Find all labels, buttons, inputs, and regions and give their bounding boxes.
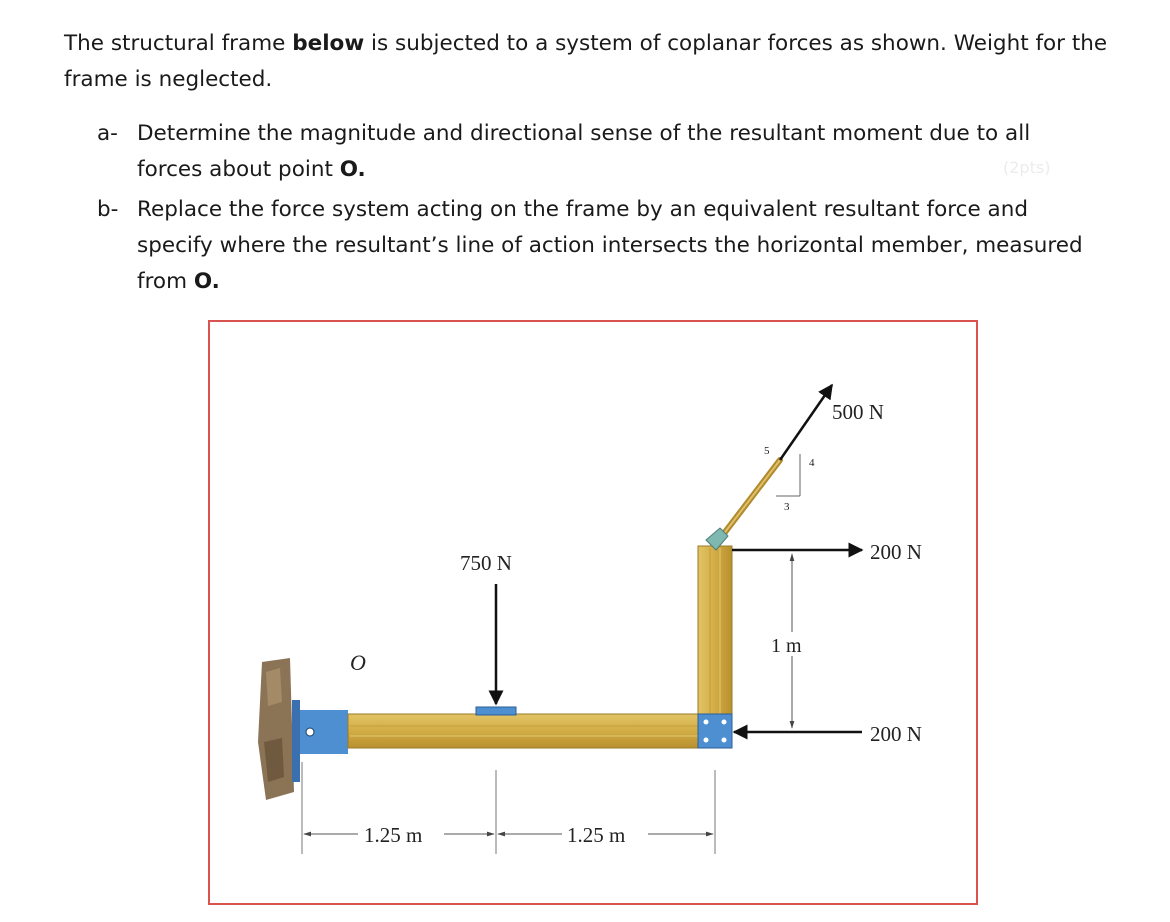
slope-label-5: 5 [764,445,770,457]
inclined-rod [706,460,780,550]
point-o-label: O [350,650,366,675]
question-b-marker: b- [97,197,119,222]
force-label-750n: 750 N [460,551,512,575]
question-a-text: Determine the magnitude and directional sense of the resultant moment due to all forces about point [137,121,1031,182]
question-a-point: O. [339,157,366,182]
question-b-text: Replace the force system acting on the frame by an equivalent resultant force and specify where the resultant’s line of action intersects the horizontal member, measured from [137,197,1083,294]
force-arrow-500n [780,385,832,460]
question-a-marker: a- [97,121,118,146]
corner-joint-plate [698,714,732,748]
slope-label-4: 4 [809,457,815,469]
horizontal-member [348,714,700,748]
problem-intro [64,26,1124,98]
points-note: (2pts) [1003,158,1051,177]
force-label-200n-lower: 200 N [870,722,922,746]
force-label-500n: 500 N [832,400,884,424]
wall-support [258,658,294,800]
force-label-200n-upper: 200 N [870,540,922,564]
question-b-point: O. [193,269,220,294]
intro-text-start: The structural frame [64,31,293,56]
intro-text-end: is subjected to a system of coplanar forces as shown. Weight for the frame is neglected. [64,31,1108,92]
frame-diagram [210,322,980,907]
dimension-label-right-span: 1.25 m [567,823,626,847]
dimension-label-left-span: 1.25 m [364,823,423,847]
support-bracket [292,700,348,782]
frame-figure [208,320,978,905]
question-a [97,116,1097,188]
dimension-label-1m: 1 m [771,635,802,657]
intro-bold-word: below [292,31,365,56]
slope-label-3: 3 [784,501,790,513]
load-pad [476,707,516,715]
question-b [97,192,1097,300]
